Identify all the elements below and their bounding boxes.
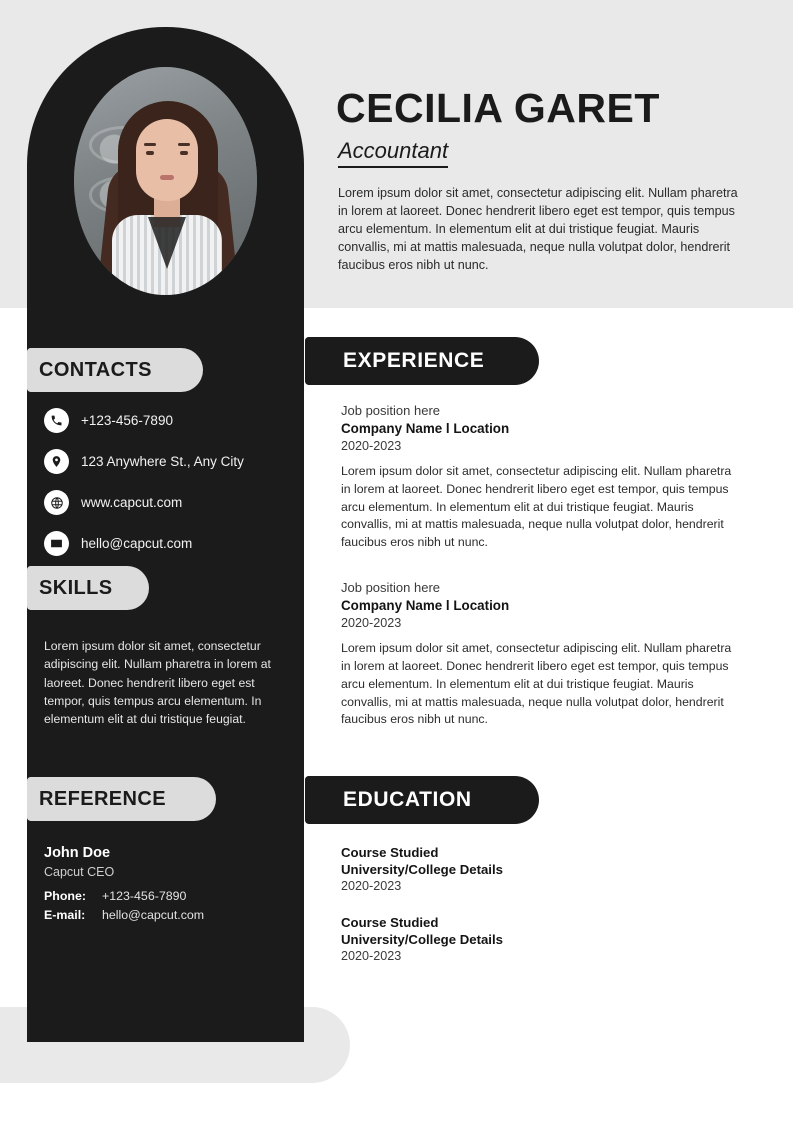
reference-phone-label: Phone: (44, 889, 86, 903)
contact-value: +123-456-7890 (81, 413, 173, 428)
list-item[interactable] (44, 531, 294, 556)
education-school: University/College Details (341, 932, 503, 947)
reference-email-value: hello@capcut.com (102, 908, 205, 922)
list-item (341, 915, 741, 963)
reference-email-row (44, 908, 284, 922)
list-item[interactable] (44, 490, 294, 515)
education-date: 2020-2023 (341, 949, 402, 963)
contact-value: www.capcut.com (81, 495, 183, 510)
section-header-education (305, 776, 539, 824)
reference-phone-row (44, 889, 284, 903)
phone-icon (44, 408, 69, 433)
experience-company: Company Name l Location (341, 421, 510, 436)
experience-company: Company Name l Location (341, 598, 510, 614)
list-item (341, 403, 741, 552)
section-header-experience (305, 337, 539, 385)
globe-icon (44, 490, 69, 515)
experience-list (341, 403, 741, 757)
job-title-underline (338, 138, 448, 168)
experience-position: Job position here (341, 580, 441, 596)
section-header-experience-label: EXPERIENCE (343, 349, 485, 372)
education-course: Course Studied (341, 915, 439, 930)
experience-description: Lorem ipsum dolor sit amet, consectetur adipiscing elit. Nullam pharetra in lorem at laoreet. Donec hendrerit libero eget est tempor, quis tempus arcu elementum. In elementum elit at dui tristique feugiat. Mauris convallis, mi at mattis malesuada, neque nulla volutpat dolor, hendrerit faucibus eros nibh ut nunc. (341, 641, 732, 727)
reference-title: Capcut CEO (44, 865, 115, 879)
location-pin-icon (44, 449, 69, 474)
list-item[interactable] (44, 408, 294, 433)
contact-list (44, 408, 294, 572)
contact-value: 123 Anywhere St., Any City (81, 454, 244, 469)
reference-name: John Doe (44, 845, 111, 861)
job-title: Accountant (338, 138, 449, 163)
experience-position: Job position here (341, 403, 441, 418)
section-header-contacts (27, 348, 203, 392)
section-header-contacts-label: CONTACTS (39, 358, 152, 381)
avatar-portrait (74, 67, 257, 295)
list-item (341, 845, 741, 893)
avatar (74, 67, 257, 295)
profile-summary: Lorem ipsum dolor sit amet, consectetur adipiscing elit. Nullam pharetra in lorem at laoreet. Donec hendrerit libero eget est tempor, quis tempus arcu elementum. In elementum elit at dui tristique feugiat. Mauris convallis, mi at mattis malesuada, neque nulla volutpat dolor, hendrerit faucibus eros nibh ut nunc. (338, 186, 738, 272)
education-date: 2020-2023 (341, 879, 402, 893)
reference-block (44, 845, 284, 927)
list-item[interactable] (44, 449, 294, 474)
section-header-skills (27, 566, 149, 610)
education-course: Course Studied (341, 845, 439, 860)
section-header-reference-label: REFERENCE (39, 787, 166, 810)
experience-date: 2020-2023 (341, 439, 402, 453)
experience-description: Lorem ipsum dolor sit amet, consectetur adipiscing elit. Nullam pharetra in lorem at laoreet. Donec hendrerit libero eget est tempor, quis tempus arcu elementum. In elementum elit at dui tristique feugiat. Mauris convallis, mi at mattis malesuada, neque nulla volutpat dolor, hendrerit faucibus eros nibh ut nunc. (341, 464, 732, 550)
reference-phone-value: +123-456-7890 (102, 889, 187, 903)
education-list (341, 845, 741, 985)
list-item (341, 580, 741, 729)
section-header-education-label: EDUCATION (343, 788, 472, 811)
page-title: CECILIA GARET (336, 85, 660, 131)
section-header-reference (27, 777, 216, 821)
section-header-skills-label: SKILLS (39, 576, 113, 599)
envelope-icon (44, 531, 69, 556)
education-school: University/College Details (341, 862, 503, 877)
contact-value: hello@capcut.com (81, 536, 193, 551)
reference-email-label: E-mail: (44, 908, 86, 922)
skills-description: Lorem ipsum dolor sit amet, consectetur adipiscing elit. Nullam pharetra in lorem at laoreet. Donec hendrerit libero eget est tempor, quis tempus arcu elementum. In elementum elit at dui tristique feugiat. (44, 639, 271, 727)
experience-date: 2020-2023 (341, 616, 402, 631)
